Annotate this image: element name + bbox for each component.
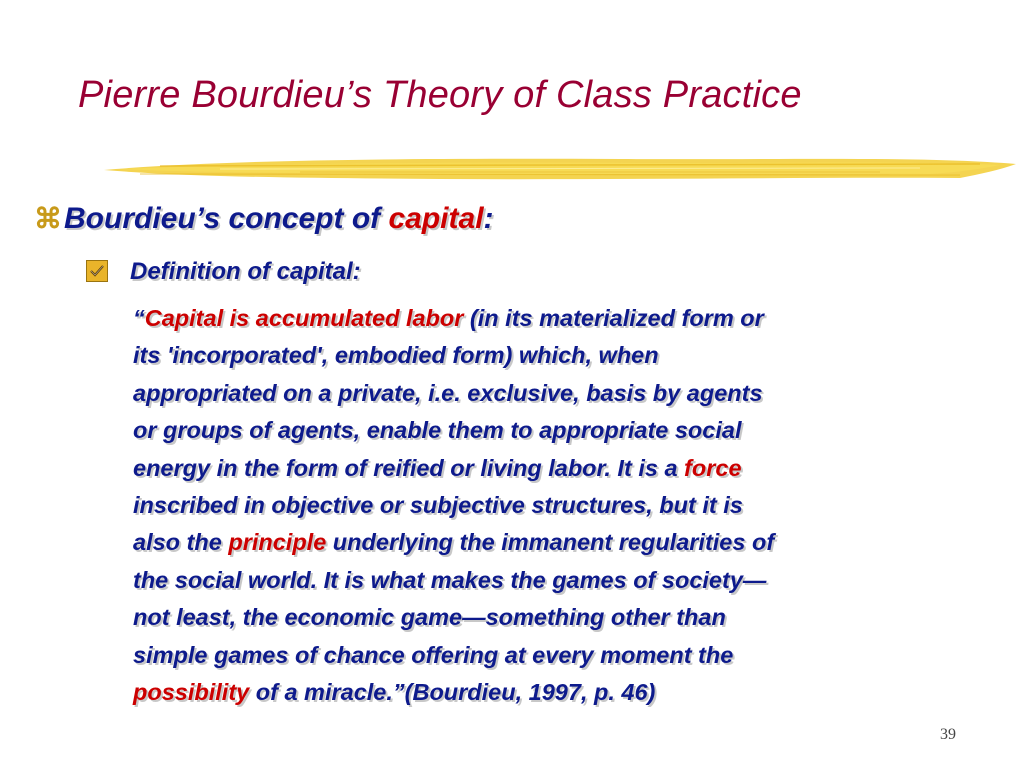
quote-text: not least, the economic game—something other than: [133, 604, 726, 631]
quote-emphasis: possibility: [133, 679, 250, 706]
command-key-icon: ⌘: [34, 203, 62, 234]
quote-line: [133, 450, 993, 487]
bourdieu-quote: [133, 300, 993, 711]
quote-line: [133, 337, 993, 374]
bullet2-text: Definition of capital:: [130, 258, 361, 285]
slide-title: Pierre Bourdieu’s Theory of Class Practice: [78, 74, 802, 116]
quote-text: underlying the immanent regularities of: [326, 529, 775, 556]
quote-line: [133, 599, 993, 636]
bullet-definition-of-capital: [86, 258, 361, 286]
quote-text: inscribed in objective or subjective structures, but it is: [133, 492, 743, 519]
quote-line: [133, 412, 993, 449]
quote-text: energy in the form of reified or living labor. It is a: [133, 454, 685, 481]
quote-text: of a miracle.”(Bourdieu, 1997, p. 46): [249, 679, 656, 706]
bullet1-emphasis: capital: [388, 202, 484, 235]
quote-text: the social world. It is what makes the games of society—: [133, 566, 767, 593]
bullet1-text-after: :: [483, 202, 494, 235]
bullet-concept-of-capital: [34, 202, 494, 236]
quote-emphasis: force: [684, 454, 742, 481]
page-number: 39: [940, 726, 956, 743]
brush-stroke-divider: [100, 150, 1020, 186]
quote-line: [133, 562, 993, 599]
quote-line: [133, 487, 993, 524]
checkbox-check-icon: [86, 260, 108, 282]
quote-line: [133, 375, 993, 412]
quote-line: [133, 637, 993, 674]
quote-line: [133, 524, 993, 561]
quote-text: (in its materialized form or: [463, 305, 764, 331]
quote-text: appropriated on a private, i.e. exclusive, basis by agents: [133, 379, 763, 406]
quote-text: simple games of chance offering at every moment the: [133, 641, 734, 668]
bullet1-text-before: Bourdieu’s concept of: [64, 202, 389, 235]
quote-text: “: [133, 305, 145, 331]
quote-emphasis: Capital is accumulated labor: [144, 305, 464, 331]
quote-text: or groups of agents, enable them to appropriate social: [133, 417, 742, 444]
quote-emphasis: principle: [228, 529, 327, 556]
quote-text: its 'incorporated', embodied form) which, when: [133, 342, 659, 369]
quote-text: also the: [133, 529, 229, 556]
quote-line: [133, 674, 993, 711]
quote-line: [133, 300, 993, 337]
